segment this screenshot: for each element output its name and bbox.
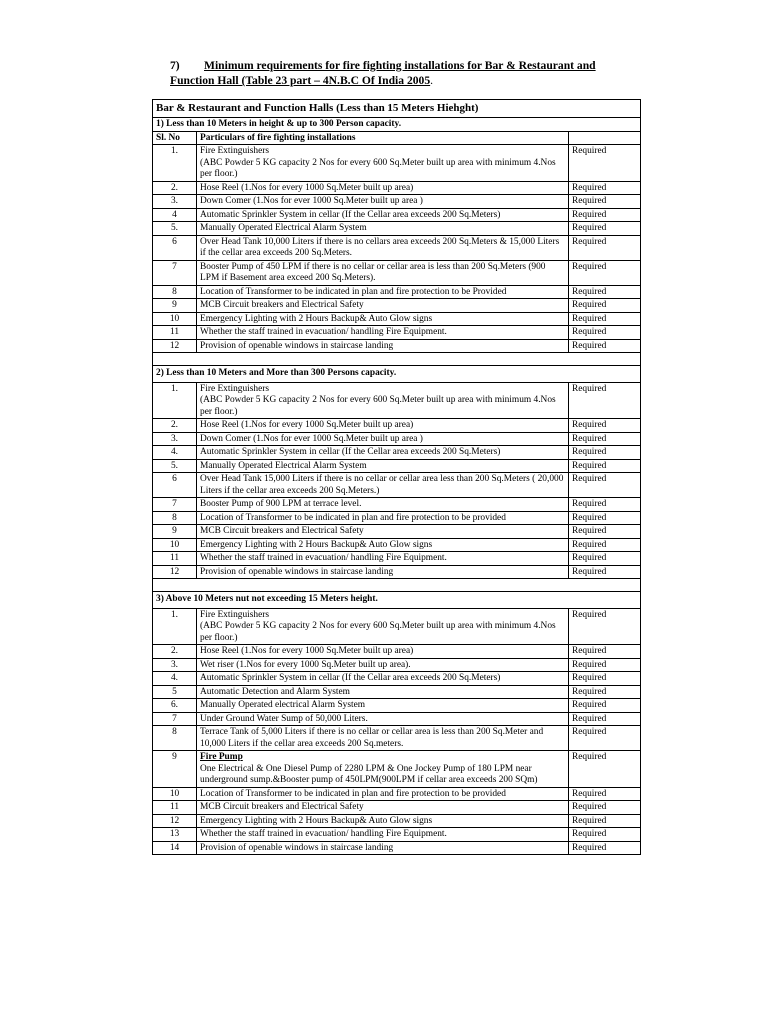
section-heading-row (153, 592, 641, 609)
row-status: Required (568, 552, 640, 566)
row-status: Required (568, 658, 640, 672)
row-particulars (197, 326, 569, 340)
table-row (153, 751, 641, 788)
row-status: Required (568, 801, 640, 815)
row-status: Required (568, 608, 640, 645)
row-number: 9 (153, 299, 197, 313)
table-row (153, 260, 641, 285)
row-status: Required (568, 699, 640, 713)
row-line: Under Ground Water Sump of 50,000 Liters. (200, 713, 368, 724)
row-number: 10 (153, 538, 197, 552)
row-line: Hose Reel (1.Nos for every 1000 Sq.Meter built up area) (200, 182, 414, 193)
section-spacer-row (153, 353, 641, 366)
row-particulars (197, 459, 569, 473)
row-number: 2. (153, 181, 197, 195)
section-spacer-row (153, 579, 641, 592)
row-particulars (197, 672, 569, 686)
row-line: One Electrical & One Diesel Pump of 2280 LPM & One Jockey Pump of 180 LPM near underground sump.&Booster pump of 450LPM(900LPM if cellar area exceeds 200 SQm) (200, 763, 538, 785)
table-header-row (153, 131, 641, 145)
row-number: 8 (153, 726, 197, 751)
row-particulars (197, 685, 569, 699)
row-particulars (197, 726, 569, 751)
table-row (153, 608, 641, 645)
table-row (153, 828, 641, 842)
table-row (153, 552, 641, 566)
heading-tail: . (430, 74, 434, 87)
table-row (153, 498, 641, 512)
row-status: Required (568, 685, 640, 699)
row-particulars (197, 235, 569, 260)
row-line: Fire Extinguishers (200, 146, 270, 156)
row-number: 8 (153, 511, 197, 525)
table-row (153, 538, 641, 552)
row-number: 3. (153, 195, 197, 209)
row-particulars (197, 645, 569, 659)
row-status: Required (568, 525, 640, 539)
table-row (153, 195, 641, 209)
row-status: Required (568, 326, 640, 340)
row-status: Required (568, 339, 640, 353)
row-line: Provision of openable windows in staircase landing (200, 842, 394, 853)
row-particulars (197, 299, 569, 313)
row-status: Required (568, 538, 640, 552)
row-number: 1. (153, 382, 197, 419)
row-particulars (197, 814, 569, 828)
row-particulars (197, 195, 569, 209)
section-spacer-cell (153, 353, 641, 366)
row-number: 8 (153, 285, 197, 299)
table-row (153, 326, 641, 340)
row-line: Manually Operated electrical Alarm System (200, 700, 366, 710)
table-row (153, 312, 641, 326)
section-spacer-cell (153, 579, 641, 592)
row-line: Over Head Tank 10,000 Liters if there is no cellars area exceeds 200 Sq.Meters & 15,000 Liters if the cellar area exceeds 200 Sq.Meters. (200, 236, 560, 258)
row-particulars (197, 552, 569, 566)
row-line: Booster Pump of 900 LPM at terrace level. (200, 499, 362, 509)
row-line: Wet riser (1.Nos for every 1000 Sq.Meter built up area). (200, 659, 411, 670)
row-status: Required (568, 645, 640, 659)
table-row (153, 473, 641, 498)
row-number: 13 (153, 828, 197, 842)
table-row (153, 814, 641, 828)
row-status: Required (568, 565, 640, 579)
row-particulars (197, 382, 569, 419)
row-number: 5. (153, 222, 197, 236)
row-status: Required (568, 382, 640, 419)
row-particulars (197, 658, 569, 672)
row-number: 5 (153, 685, 197, 699)
table-row (153, 841, 641, 855)
status-header (568, 131, 640, 145)
table-row (153, 222, 641, 236)
row-status: Required (568, 285, 640, 299)
row-number: 4. (153, 672, 197, 686)
row-line: Hose Reel (1.Nos for every 1000 Sq.Meter built up area) (200, 646, 414, 656)
row-number: 5. (153, 459, 197, 473)
row-status: Required (568, 459, 640, 473)
row-particulars (197, 787, 569, 801)
row-status: Required (568, 814, 640, 828)
table-row (153, 208, 641, 222)
row-status: Required (568, 498, 640, 512)
row-line: Location of Transformer to be indicated in plan and fire protection to be provided (200, 788, 506, 799)
table-row (153, 645, 641, 659)
row-particulars (197, 145, 569, 182)
row-particulars (197, 828, 569, 842)
row-status: Required (568, 145, 640, 182)
row-number: 7 (153, 260, 197, 285)
table-row (153, 672, 641, 686)
table-row (153, 339, 641, 353)
row-line: Hose Reel (1.Nos for every 1000 Sq.Meter built up area) (200, 420, 414, 430)
table-row (153, 382, 641, 419)
row-number: 1. (153, 145, 197, 182)
row-number: 12 (153, 565, 197, 579)
table-row (153, 299, 641, 313)
table-row (153, 712, 641, 726)
row-line: Automatic Sprinkler System in cellar (If the Cellar area exceeds 200 Sq.Meters) (200, 209, 501, 220)
table-row (153, 181, 641, 195)
row-line: Emergency Lighting with 2 Hours Backup& Auto Glow signs (200, 539, 433, 550)
row-status: Required (568, 432, 640, 446)
table-row (153, 685, 641, 699)
row-status: Required (568, 712, 640, 726)
row-line: Emergency Lighting with 2 Hours Backup& Auto Glow signs (200, 815, 433, 826)
table-row (153, 699, 641, 713)
row-status: Required (568, 419, 640, 433)
row-particulars (197, 608, 569, 645)
row-particulars (197, 699, 569, 713)
heading-title: Minimum requirements for fire fighting installations for Bar & Restaurant and Function Hall (Table 23 part – 4N.B.C Of India 2005 (170, 59, 596, 87)
fire-requirements-table (152, 99, 641, 855)
row-number: 7 (153, 712, 197, 726)
row-line: Terrace Tank of 5,000 Liters if there is no cellar or cellar area is less than 200 Sq.Meter and 10,000 Liters if the cellar area exceeds 200 Sq.meters. (200, 727, 544, 749)
row-line: Location of Transformer to be indicated in plan and fire protection to be provided (200, 512, 506, 523)
row-number: 10 (153, 312, 197, 326)
row-number: 9 (153, 751, 197, 788)
table-row (153, 446, 641, 460)
row-status: Required (568, 195, 640, 209)
row-number: 9 (153, 525, 197, 539)
row-line: Automatic Sprinkler System in cellar (If the Cellar area exceeds 200 Sq.Meters) (200, 447, 501, 457)
row-particulars (197, 801, 569, 815)
row-particulars (197, 498, 569, 512)
row-line: Manually Operated Electrical Alarm System (200, 460, 367, 471)
table-title: Bar & Restaurant and Function Halls (Less than 15 Meters Hiehght) (153, 100, 641, 118)
row-number: 11 (153, 326, 197, 340)
row-line: Down Comer (1.Nos for ever 1000 Sq.Meter built up area ) (200, 196, 423, 206)
row-particulars (197, 712, 569, 726)
table-row (153, 459, 641, 473)
row-status: Required (568, 260, 640, 285)
section-heading-row (153, 366, 641, 383)
row-number: 7 (153, 498, 197, 512)
row-number: 11 (153, 552, 197, 566)
row-line: (ABC Powder 5 KG capacity 2 Nos for every 600 Sq.Meter built up area with minimum 4.Nos per floor.) (200, 395, 556, 417)
section-heading-row (153, 118, 641, 132)
row-particulars (197, 260, 569, 285)
row-line: Fire Pump (200, 752, 243, 762)
table-title-row (153, 100, 641, 118)
row-line: Emergency Lighting with 2 Hours Backup& Auto Glow signs (200, 313, 433, 324)
row-number: 10 (153, 787, 197, 801)
row-particulars (197, 751, 569, 788)
row-line: Whether the staff trained in evacuation/ handling Fire Equipment. (200, 327, 447, 337)
row-status: Required (568, 473, 640, 498)
row-status: Required (568, 235, 640, 260)
table-body (153, 100, 641, 855)
section-heading: 3) Above 10 Meters nut not exceeding 15 Meters height. (153, 592, 641, 609)
row-status: Required (568, 181, 640, 195)
row-number: 3. (153, 658, 197, 672)
row-status: Required (568, 312, 640, 326)
row-line: MCB Circuit breakers and Electrical Safety (200, 526, 364, 536)
row-particulars (197, 446, 569, 460)
row-particulars (197, 208, 569, 222)
row-number: 12 (153, 814, 197, 828)
row-particulars (197, 565, 569, 579)
row-status: Required (568, 208, 640, 222)
table-row (153, 419, 641, 433)
row-line: Whether the staff trained in evacuation/ handling Fire Equipment. (200, 553, 447, 563)
row-status: Required (568, 726, 640, 751)
row-particulars (197, 181, 569, 195)
table-row (153, 511, 641, 525)
table-row (153, 285, 641, 299)
row-status: Required (568, 751, 640, 788)
row-particulars (197, 511, 569, 525)
sl-no-header: Sl. No (153, 131, 197, 145)
row-particulars (197, 285, 569, 299)
section-heading: 1) Less than 10 Meters in height & up to 300 Person capacity. (153, 118, 641, 132)
row-number: 6. (153, 699, 197, 713)
row-line: Over Head Tank 15,000 Liters if there is no cellar or cellar area less than 200 Sq.Meters ( 20,000 Liters if the cellar area exceeds 200 Sq.Meters.) (200, 474, 564, 496)
table-row (153, 145, 641, 182)
row-number: 4. (153, 446, 197, 460)
particulars-header: Particulars of fire fighting installations (197, 131, 569, 145)
row-status: Required (568, 828, 640, 842)
row-particulars (197, 538, 569, 552)
row-status: Required (568, 672, 640, 686)
document-heading (170, 58, 632, 88)
row-line: Fire Extinguishers (200, 609, 270, 620)
row-line: Provision of openable windows in staircase landing (200, 566, 394, 577)
row-status: Required (568, 841, 640, 855)
row-number: 3. (153, 432, 197, 446)
row-particulars (197, 222, 569, 236)
row-number: 6 (153, 235, 197, 260)
row-particulars (197, 432, 569, 446)
row-particulars (197, 419, 569, 433)
row-status: Required (568, 511, 640, 525)
row-number: 6 (153, 473, 197, 498)
row-number: 4 (153, 208, 197, 222)
row-line: MCB Circuit breakers and Electrical Safety (200, 802, 364, 812)
row-particulars (197, 525, 569, 539)
row-line: Fire Extinguishers (200, 383, 270, 394)
table-row (153, 801, 641, 815)
row-line: Down Comer (1.Nos for ever 1000 Sq.Meter built up area ) (200, 433, 423, 444)
table-row (153, 565, 641, 579)
table-row (153, 235, 641, 260)
row-number: 12 (153, 339, 197, 353)
row-line: Whether the staff trained in evacuation/ handling Fire Equipment. (200, 829, 447, 839)
row-status: Required (568, 787, 640, 801)
table-row (153, 726, 641, 751)
row-line: Automatic Detection and Alarm System (200, 686, 350, 697)
row-status: Required (568, 299, 640, 313)
row-line: Booster Pump of 450 LPM if there is no cellar or cellar area is less than 200 Sq.Meters (900 LPM if Basement area exceed 200 Sq.Meters). (200, 261, 546, 283)
row-line: Automatic Sprinkler System in cellar (If the Cellar area exceeds 200 Sq.Meters) (200, 673, 501, 683)
row-line: Manually Operated Electrical Alarm System (200, 223, 367, 233)
row-particulars (197, 312, 569, 326)
row-particulars (197, 841, 569, 855)
row-number: 1. (153, 608, 197, 645)
row-status: Required (568, 446, 640, 460)
row-line: Provision of openable windows in staircase landing (200, 340, 394, 351)
table-row (153, 787, 641, 801)
table-row (153, 525, 641, 539)
table-row (153, 658, 641, 672)
row-line: MCB Circuit breakers and Electrical Safety (200, 300, 364, 310)
row-line: Location of Transformer to be indicated in plan and fire protection to be Provided (200, 286, 507, 297)
row-number: 14 (153, 841, 197, 855)
row-particulars (197, 473, 569, 498)
row-number: 11 (153, 801, 197, 815)
row-particulars (197, 339, 569, 353)
section-heading: 2) Less than 10 Meters and More than 300 Persons capacity. (153, 366, 641, 383)
row-line: (ABC Powder 5 KG capacity 2 Nos for every 600 Sq.Meter built up area with minimum 4.Nos per floor.) (200, 157, 556, 179)
row-status: Required (568, 222, 640, 236)
heading-number: 7) (170, 59, 180, 72)
table-row (153, 432, 641, 446)
row-number: 2. (153, 419, 197, 433)
row-number: 2. (153, 645, 197, 659)
row-line: (ABC Powder 5 KG capacity 2 Nos for every 600 Sq.Meter built up area with minimum 4.Nos per floor.) (200, 621, 556, 643)
